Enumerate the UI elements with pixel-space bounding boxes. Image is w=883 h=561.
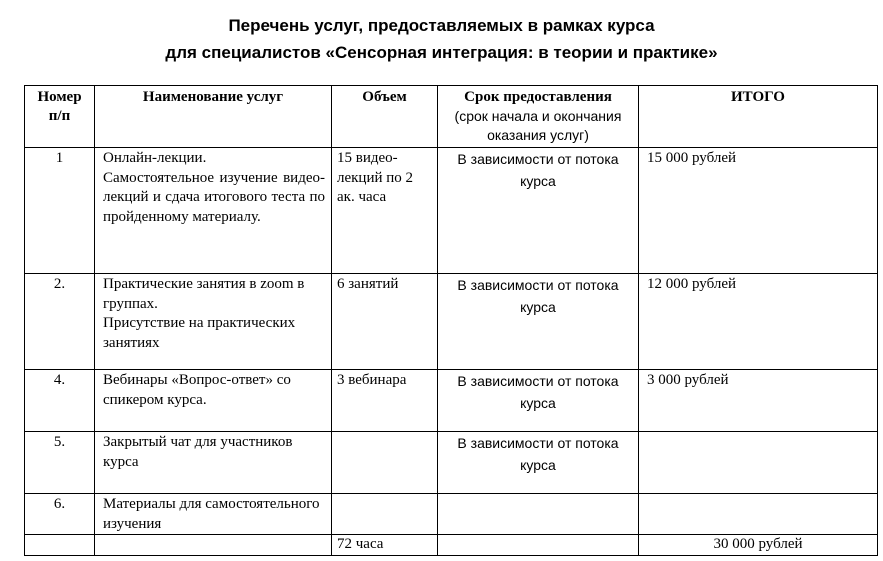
row-term: В зависимости от потока курса [457, 435, 619, 473]
table-header-row [25, 86, 878, 148]
row-volume [332, 494, 437, 495]
row-term-cell [438, 274, 639, 370]
summary-name-cell [95, 535, 332, 556]
table-row [25, 432, 878, 494]
row-number: 6. [53, 496, 66, 512]
header-number-line-1: Номер [37, 89, 82, 105]
row-term-cell [438, 148, 639, 274]
row-volume-cell [332, 274, 438, 370]
summary-volume: 72 часа [337, 536, 384, 552]
header-term-label: Срок предоставления [464, 89, 612, 105]
row-name-line: Присутствие на практических занятиях [103, 315, 296, 351]
document-title-line-2: для специалистов «Сенсорная интеграция: в теории и практике» [165, 43, 718, 62]
summary-row [25, 535, 878, 556]
summary-volume-cell [332, 535, 438, 556]
row-number: 1 [55, 150, 64, 166]
row-name-cell [95, 148, 332, 274]
row-total-cell [639, 370, 878, 432]
header-term [438, 86, 639, 148]
row-volume: 3 вебинара [337, 372, 407, 388]
row-name-cell [95, 494, 332, 535]
table-row [25, 148, 878, 274]
summary-total-cell [639, 535, 878, 556]
row-total: 12 000 рублей [647, 276, 737, 292]
header-total [639, 86, 878, 148]
row-total [639, 494, 877, 495]
row-term-cell [438, 432, 639, 494]
row-volume-cell [332, 432, 438, 494]
row-number-cell [25, 274, 95, 370]
table-row [25, 274, 878, 370]
header-total-label: ИТОГО [731, 89, 785, 105]
row-total: 3 000 рублей [647, 372, 729, 388]
row-number: 4. [53, 372, 66, 388]
header-term-subtitle: (срок начала и окончания оказания услуг) [454, 108, 622, 143]
row-term: В зависимости от потока курса [457, 373, 619, 411]
row-volume-cell [332, 148, 438, 274]
row-number: 2. [53, 276, 66, 292]
summary-total: 30 000 рублей [713, 536, 803, 552]
row-name-line: Самостоятельное изучение видео-лекций и сдача итогового теста по пройденному материалу. [103, 169, 325, 225]
header-name-label: Наименование услуг [142, 89, 284, 105]
row-volume [332, 432, 437, 433]
row-name-cell [95, 274, 332, 370]
row-term-cell [438, 370, 639, 432]
row-number-cell [25, 148, 95, 274]
header-number-line-2: п/п [48, 108, 71, 124]
row-volume: 15 видео-лекций по 2 ак. часа [337, 150, 414, 205]
row-name-line: Вебинары «Вопрос-ответ» со спикером курса. [103, 372, 291, 408]
row-number-cell [25, 370, 95, 432]
row-number: 5. [53, 434, 66, 450]
row-total: 15 000 рублей [647, 150, 737, 166]
header-name [95, 86, 332, 148]
header-volume-label: Объем [362, 89, 407, 105]
table-row [25, 370, 878, 432]
row-number-cell [25, 494, 95, 535]
services-table [24, 85, 878, 556]
document-title-line-1: Перечень услуг, предоставляемых в рамках курса [228, 16, 655, 35]
row-name-line: Материалы для самостоятельного изучения [103, 496, 320, 532]
row-volume-cell [332, 370, 438, 432]
header-volume [332, 86, 438, 148]
row-total-cell [639, 432, 878, 494]
row-number-cell [25, 432, 95, 494]
row-name-line: Онлайн-лекции. [103, 150, 207, 166]
row-name-line: Закрытый чат для участников курса [103, 434, 293, 470]
row-total-cell [639, 148, 878, 274]
header-number [25, 86, 95, 148]
row-volume-cell [332, 494, 438, 535]
table-row [25, 494, 878, 535]
summary-term-cell [438, 535, 639, 556]
row-volume: 6 занятий [337, 276, 399, 292]
row-term: В зависимости от потока курса [457, 151, 619, 189]
row-total-cell [639, 494, 878, 535]
row-total-cell [639, 274, 878, 370]
row-term-cell [438, 494, 639, 535]
row-term: В зависимости от потока курса [457, 277, 619, 315]
row-name-cell [95, 370, 332, 432]
summary-number-cell [25, 535, 95, 556]
row-name-cell [95, 432, 332, 494]
row-name-line: Практические занятия в zoom в группах. [103, 276, 305, 312]
row-total [639, 432, 877, 433]
